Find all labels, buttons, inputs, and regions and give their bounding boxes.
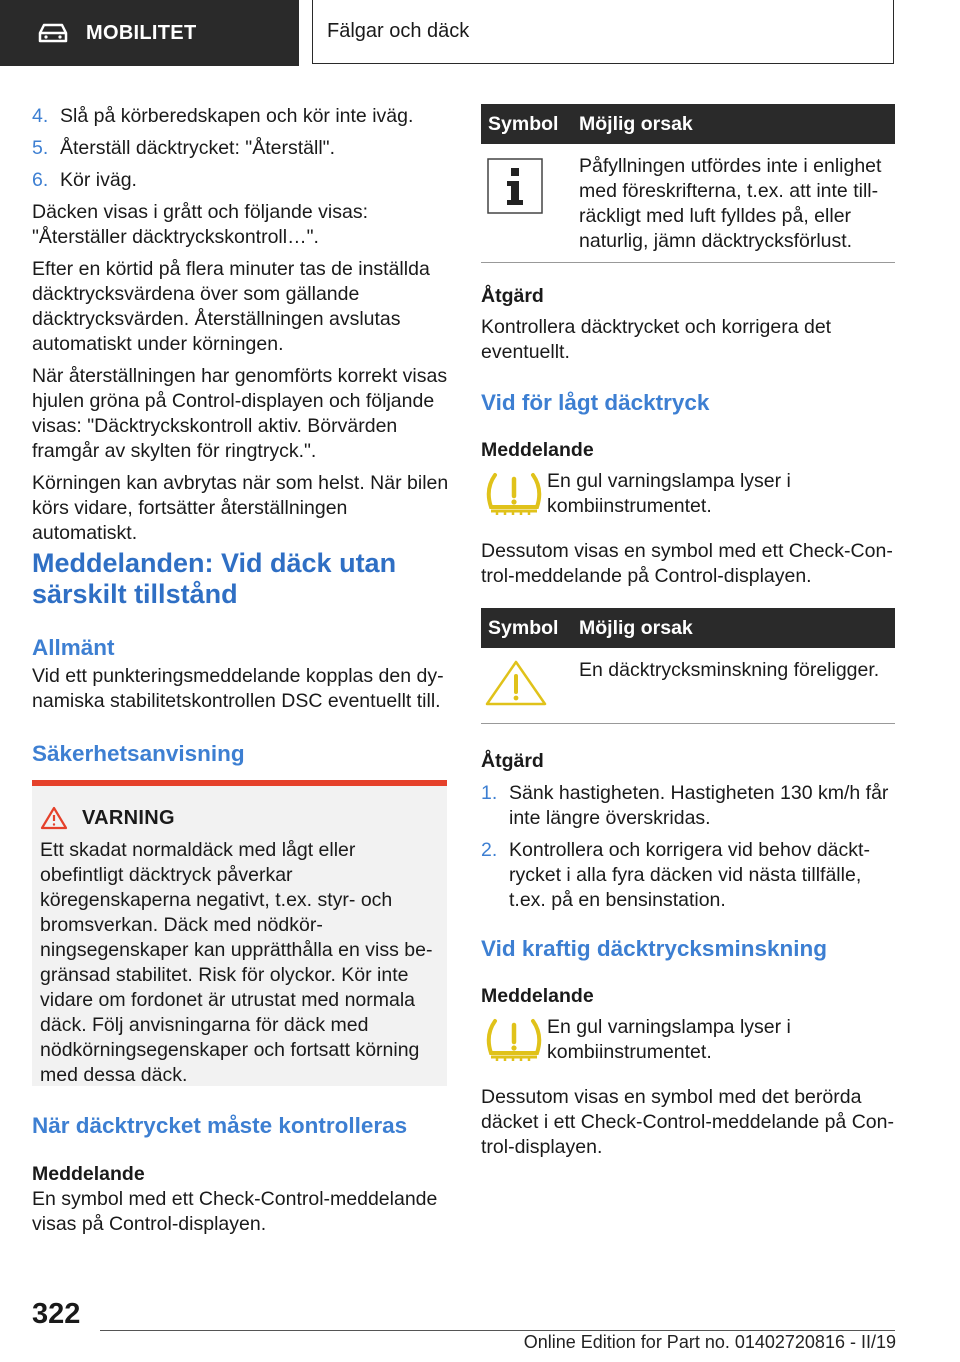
table-header: Möjlig orsak [572,608,895,648]
chapter-header [312,0,894,64]
dessutom-text: Dessutom visas en symbol med ett Check-Control-meddelande på Control-displayen. [481,540,893,587]
subheading-lagt: Vid för lågt däcktryck [481,390,710,415]
atgard-label: Åtgärd [481,285,544,307]
tire-pressure-warning-icon [481,1015,547,1065]
table-header: Symbol [481,104,572,144]
warning-text: Ett skadat normaldäck med lågt eller obefintligt däcktryck påverkar köregenskaperna negativt, t.ex. styr- och bromsverkan. Däck med nödkörningsegenskaper kan upprätthålla en viss begränsad stabilitet. Risk för olyckor. Kör inte vidare om fordonet är utrustat med normala däck. Följ anvisningarna för däck med nödkörningsegenskaper och fortsatt körning med dessa däck. [40,839,433,1086]
table-header: Möjlig orsak [572,104,895,144]
paragraph: Körningen kan avbrytas när som helst. När bilen körs vidare, fortsätter återställningen automatiskt. [32,472,449,544]
step-text: Återställ däcktrycket: "Återställ". [60,137,336,159]
section-heading: Meddelanden: Vid däck utan särskilt tillstånd [32,548,397,609]
step-text: Kör iväg. [60,169,137,191]
section-title: MOBILITET [86,21,197,44]
subheading-sakerhet: Säkerhetsanvisning [32,741,245,766]
paragraph: Däcken visas i grått och följande visas: "Återställer däcktryckskontroll…". [32,201,368,248]
footer-edition: Online Edition for Part no. 01402720816 - II/19 [523,1332,896,1352]
atgard-text: Kontrollera däcktrycket och korrigera det eventuellt. [481,316,832,363]
warning-triangle-icon [40,806,68,830]
step-number: 5. [32,137,49,159]
car-icon [36,22,70,44]
paragraph: När återställningen har genomförts korrekt visas hjulen gröna på Control-displayen och följande visas: "Däcktryckskontroll aktiv. Börvärden framgår av skylten för ringtryck.". [32,365,448,462]
meddelande-label: Meddelande [481,985,594,1007]
info-icon [487,158,543,214]
subheading-kraftig: Vid kraftig däcktrycksminskning [481,936,827,961]
step-number: 2. [481,839,498,861]
warning-triangle-icon [483,658,549,708]
table-header: Symbol [481,608,572,648]
dessutom-text: Dessutom visas en symbol med det berörda däcket i ett Check-Control-meddelande på Control-displayen. [481,1086,894,1158]
symbol-table-1 [481,104,895,263]
step-item [32,168,450,193]
step-text: Slå på körberedskapen och kör inte iväg. [60,105,414,127]
step-text: Sänk hastigheten. Hastigheten 130 km/h får inte längre överskridas. [509,782,889,829]
symbol-table-2 [481,608,895,724]
tire-pressure-warning-icon [481,469,547,519]
step-item [32,136,450,161]
page-number: 322 [32,1298,81,1330]
subheading-kontroll: När däcktrycket måste kontrolleras [32,1113,408,1138]
footer-divider [100,1330,895,1331]
meddelande-text: En gul varningslampa lyser i kombiinstrumentet. [547,470,791,517]
section-header [0,0,299,66]
warning-box [32,780,447,1086]
table-cell: Påfyllningen utfördes inte i enlighet med föreskrifterna, t.ex. att inte tillräckligt med luft fylldes på, eller naturlig, jämn däcktrycksförlust. [572,144,895,263]
step-item [481,781,895,831]
left-column [32,104,450,553]
subheading-allmant: Allmänt [32,635,115,660]
meddelande-label: Meddelande [481,439,594,461]
meddelande-text: En symbol med ett Check-Control-meddelande visas på Control-displayen. [32,1188,438,1235]
warning-title: VARNING [82,806,175,829]
table-cell: En däcktrycksminskning föreligger. [572,648,895,724]
meddelande-text: En gul varningslampa lyser i kombiinstrumentet. [547,1016,791,1063]
chapter-title: Fälgar och däck [327,20,470,42]
atgard-label: Åtgärd [481,750,544,772]
step-item [481,838,895,913]
step-number: 6. [32,169,49,191]
step-number: 1. [481,782,498,804]
meddelande-label: Meddelande [32,1163,145,1185]
step-number: 4. [32,105,49,127]
step-text: Kontrollera och korrigera vid behov däcktrycket i alla fyra däcken vid nästa tillfälle, t.ex. på en bensinstation. [509,839,870,911]
paragraph: Efter en körtid på flera minuter tas de inställda däcktrycksvärdena över som gällande däcktrycksvärden. Återställningen avslutas automatiskt under körningen. [32,258,430,355]
allmant-text: Vid ett punkteringsmeddelande kopplas den dynamiska stabilitetskontrollen DSC eventuellt till. [32,665,444,712]
step-item [32,104,450,129]
